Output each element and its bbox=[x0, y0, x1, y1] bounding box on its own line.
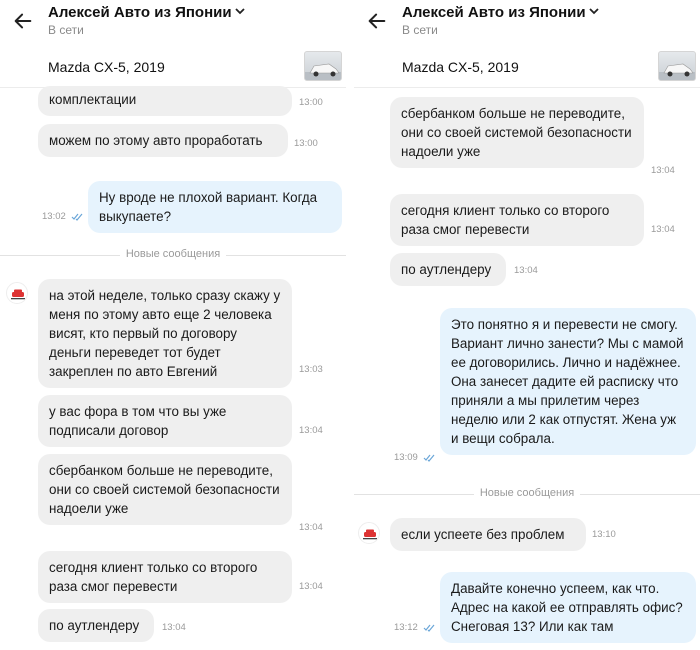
new-messages-divider: Новые сообщения bbox=[0, 248, 346, 262]
message-incoming[interactable]: можем по этому авто проработать bbox=[38, 124, 288, 157]
dealer-logo-icon bbox=[359, 523, 380, 544]
message-incoming[interactable]: сегодня клиент только со второго раза смог перевести bbox=[390, 194, 644, 246]
car-photo-icon bbox=[305, 52, 342, 81]
message-time: 13:04 bbox=[299, 522, 323, 533]
online-status: В сети bbox=[48, 23, 84, 37]
message-time: 13:09 bbox=[394, 452, 418, 463]
listing-bar[interactable] bbox=[0, 46, 346, 88]
listing-title: Mazda CX-5, 2019 bbox=[402, 59, 519, 75]
message-time: 13:04 bbox=[514, 265, 538, 276]
message-incoming[interactable]: на этой неделе, только сразу скажу у меня по этому авто еще 2 человека висят, кто первый по договору деньги переведет тот будет закреплен по авто Евгений bbox=[38, 279, 292, 388]
message-time: 13:00 bbox=[294, 138, 318, 149]
message-time: 13:03 bbox=[299, 364, 323, 375]
message-incoming[interactable]: если успеете без проблем bbox=[390, 518, 586, 551]
message-incoming[interactable]: сбербанком больше не переводите, они со своей системой безопасности надоели уже bbox=[390, 97, 644, 168]
message-incoming[interactable]: у вас фора в том что вы уже подписали договор bbox=[38, 395, 292, 447]
message-outgoing[interactable]: Ну вроде не плохой вариант. Когда выкупаете? bbox=[88, 181, 342, 233]
message-time: 13:04 bbox=[299, 581, 323, 592]
double-check-icon bbox=[423, 624, 435, 632]
message-time: 13:00 bbox=[299, 97, 323, 108]
message-incoming[interactable]: по аутлендеру bbox=[38, 609, 154, 642]
car-thumbnail[interactable] bbox=[658, 51, 696, 81]
listing-bar[interactable] bbox=[354, 46, 700, 88]
message-time: 13:12 bbox=[394, 622, 418, 633]
screenshot-divider bbox=[346, 0, 354, 650]
car-thumbnail[interactable] bbox=[304, 51, 342, 81]
contact-name[interactable]: Алексей Авто из Японии bbox=[48, 4, 245, 21]
new-messages-divider: Новые сообщения bbox=[354, 487, 700, 501]
message-time: 13:04 bbox=[162, 622, 186, 633]
chat-pane-left bbox=[0, 0, 346, 650]
dealer-logo-icon bbox=[7, 283, 28, 304]
chevron-down-icon[interactable] bbox=[589, 8, 599, 15]
message-outgoing[interactable]: Это понятно я и перевести не смогу. Вариант лично занести? Мы с мамой ее договорились. Лично и надёжнее. Она занесет дадите ей расписку что приняли а мы прилетим через неделю или 2 как отпустят. Жена уж и вещи собрала. bbox=[440, 308, 696, 455]
message-time: 13:10 bbox=[592, 529, 616, 540]
avatar[interactable] bbox=[358, 522, 380, 544]
arrow-left-icon[interactable] bbox=[12, 10, 34, 32]
listing-title: Mazda CX-5, 2019 bbox=[48, 59, 165, 75]
message-incoming[interactable]: сбербанком больше не переводите, они со своей системой безопасности надоели уже bbox=[38, 454, 292, 525]
message-incoming[interactable]: комплектации bbox=[38, 86, 292, 116]
message-outgoing[interactable]: Давайте конечно успеем, как что. Адрес на какой ее отправлять офис? Снеговая 13? Или как там bbox=[440, 572, 696, 643]
message-time: 13:04 bbox=[651, 165, 675, 176]
avatar[interactable] bbox=[6, 282, 28, 304]
double-check-icon bbox=[71, 213, 83, 221]
message-incoming[interactable]: сегодня клиент только со второго раза смог перевести bbox=[38, 551, 292, 603]
car-photo-icon bbox=[659, 52, 696, 81]
contact-name[interactable]: Алексей Авто из Японии bbox=[402, 4, 599, 21]
chat-header bbox=[354, 0, 700, 44]
message-incoming[interactable]: по аутлендеру bbox=[390, 253, 506, 286]
arrow-left-icon[interactable] bbox=[366, 10, 388, 32]
message-time: 13:04 bbox=[299, 425, 323, 436]
chat-header bbox=[0, 0, 346, 44]
message-time: 13:04 bbox=[651, 224, 675, 235]
online-status: В сети bbox=[402, 23, 438, 37]
message-time: 13:02 bbox=[42, 211, 66, 222]
chat-pane-right bbox=[354, 0, 700, 650]
double-check-icon bbox=[423, 454, 435, 462]
chevron-down-icon[interactable] bbox=[235, 8, 245, 15]
